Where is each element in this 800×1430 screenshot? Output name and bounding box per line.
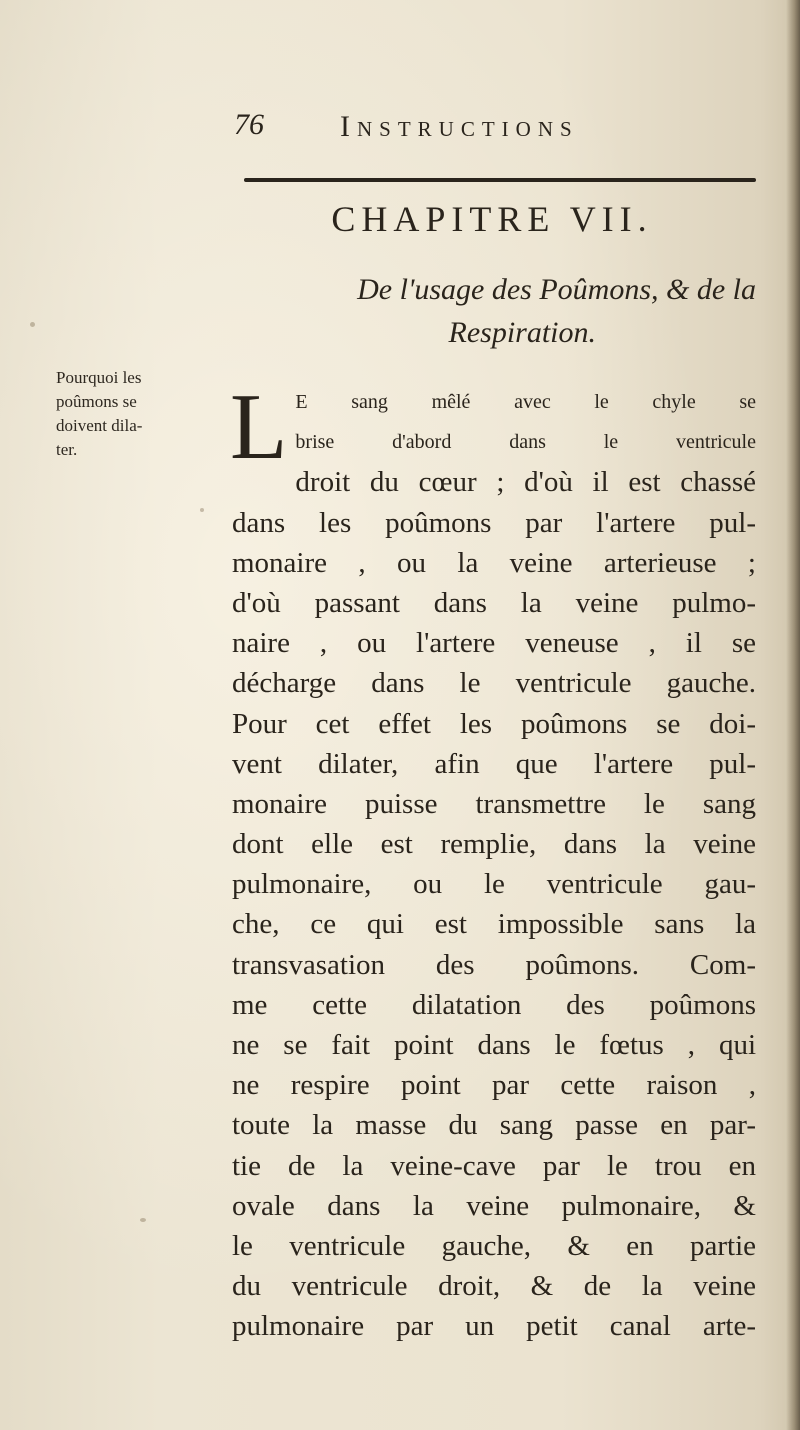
text-line: d'où passant dans la veine pulmo- <box>232 586 756 619</box>
text-line: brise d'abord dans le ventricule <box>295 431 756 454</box>
text-line: dans les poûmons par l'artere pul- <box>232 506 756 539</box>
header-rule <box>244 178 756 182</box>
page-number: 76 <box>234 108 264 141</box>
text-line: le ventricule gauche, & en partie <box>232 1229 756 1262</box>
subtitle-line: De l'usage des Poûmons, & de la <box>357 273 756 306</box>
text-line: E sang mêlé avec le chyle se <box>295 391 756 413</box>
text-line: me cette dilatation des poûmons <box>232 988 756 1021</box>
text-line: ne se fait point dans le fœtus , qui <box>232 1029 756 1061</box>
text-line: tie de la veine-cave par le trou en <box>232 1149 756 1182</box>
margin-note-line: Pourquoi les <box>56 368 142 387</box>
ink-speck <box>200 508 204 512</box>
page-header <box>232 108 752 158</box>
text-line: ne respire point par cette raison , <box>232 1069 756 1102</box>
text-line: ovale dans la veine pulmonaire, & <box>232 1189 756 1222</box>
body-paragraph <box>230 375 756 1347</box>
chapter-subtitle <box>236 268 756 354</box>
ink-speck <box>140 1218 146 1222</box>
marginal-note <box>56 366 216 462</box>
text-line: monaire puisse transmettre le sang <box>232 787 756 820</box>
ink-speck <box>30 322 35 327</box>
text-line: pulmonaire, ou le ventricule gau- <box>232 868 756 901</box>
text-line: décharge dans le ventricule gauche. <box>232 667 756 700</box>
text-line: monaire , ou la veine arterieuse ; <box>232 546 756 579</box>
text-line: Pour cet effet les poûmons se doi- <box>232 707 756 740</box>
chapter-title: CHAPITRE VII. <box>331 199 653 239</box>
text-line: droit du cœur ; d'où il est chassé <box>295 466 756 499</box>
text-line: vent dilater, afin que l'artere pul- <box>232 747 756 780</box>
text-line: transvasation des poûmons. Com- <box>232 948 756 981</box>
text-line: du ventricule droit, & de la veine <box>232 1270 756 1303</box>
drop-cap: L <box>230 375 288 479</box>
margin-note-line: ter. <box>56 440 78 459</box>
text-line: che, ce qui est impossible sans la <box>232 908 756 941</box>
text-line: naire , ou l'artere veneuse , il se <box>232 627 756 660</box>
margin-note-line: doivent dila- <box>56 416 143 435</box>
text-line: pulmonaire par un petit canal arte- <box>232 1310 756 1343</box>
running-title: Instructions <box>340 110 579 143</box>
text-line: toute la masse du sang passe en par- <box>232 1109 756 1142</box>
margin-note-line: poûmons se <box>56 392 137 411</box>
text-line: dont elle est remplie, dans la veine <box>232 828 756 861</box>
subtitle-line: Respiration. <box>448 316 596 349</box>
page-edge <box>786 0 800 1430</box>
